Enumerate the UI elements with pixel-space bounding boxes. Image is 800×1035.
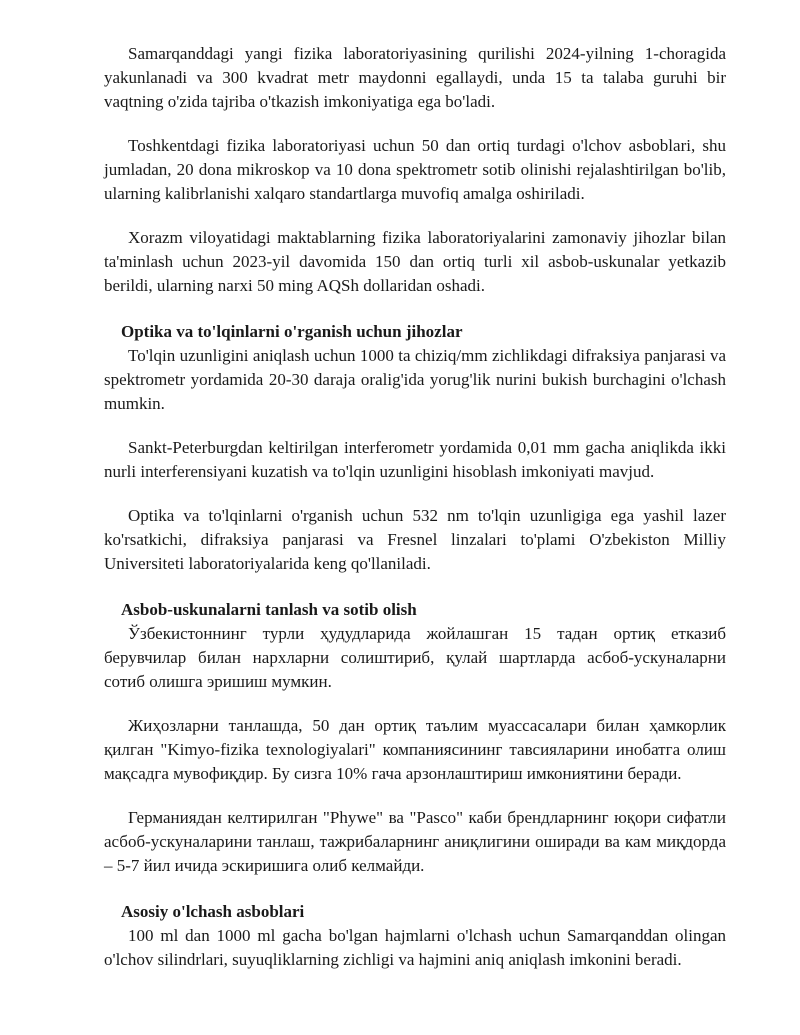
section-heading-basic: Asosiy o'lchash asboblari <box>121 902 305 921</box>
paragraph: Германиядан келтирилган "Phywe" ва "Pasco" каби брендларнинг юқори сифатли асбоб-ускуналарини танлаш, тажрибаларнинг аниқлигини оширади ва кам миқдорда – 5-7 йил ичида эскиришига олиб келмайди. <box>104 808 726 875</box>
paragraph: Sankt-Peterburgdan keltirilgan interferometr yordamida 0,01 mm gacha aniqlikda ikki nurli interferensiyani kuzatish va to'lqin uzunligini hisoblash imkoniyati mavjud. <box>104 438 726 481</box>
paragraph: Ўзбекистоннинг турли ҳудудларида жойлашган 15 тадан ортиқ етказиб берувчилар билан нархларни солиштириб, қулай шартларда асбоб-ускуналарни сотиб олишга эришиш мумкин. <box>104 624 726 691</box>
paragraph: Optika va to'lqinlarni o'rganish uchun 532 nm to'lqin uzunligiga ega yashil lazer ko'rsatkichi, difraksiya panjarasi va Fresnel linzalari to'plami O'zbekiston Milliy Universiteti laboratoriyalarida keng qo'llaniladi. <box>104 506 726 573</box>
document-page <box>104 42 726 972</box>
paragraph: Xorazm viloyatidagi maktablarning fizika laboratoriyalarini zamonaviy jihozlar bilan ta'minlash uchun 2023-yil davomida 150 dan ortiq turli xil asbob-uskunalar yetkazib berildi, ularning narxi 50 ming AQSh dollaridan oshadi. <box>104 228 726 295</box>
paragraph: 100 ml dan 1000 ml gacha bo'lgan hajmlarni o'lchash uchun Samarqanddan olingan o'lchov silindrlari, suyuqliklarning zichligi va hajmini aniq aniqlash imkonini beradi. <box>104 926 726 969</box>
paragraph: To'lqin uzunligini aniqlash uchun 1000 ta chiziq/mm zichlikdagi difraksiya panjarasi va spektrometr yordamida 20-30 daraja oralig'ida yorug'lik nurini bukish burchagini o'lchash mumkin. <box>104 346 726 413</box>
paragraph: Жиҳозларни танлашда, 50 дан ортиқ таълим муассасалари билан ҳамкорлик қилган "Kimyo-fizika texnologiyalari" компаниясининг тавсияларини инобатга олиш мақсадга мувофиқдир. Бу сизга 10% гача арзонлаштириш имкониятини беради. <box>104 716 726 783</box>
section-heading-optics: Optika va to'lqinlarni o'rganish uchun jihozlar <box>121 322 463 341</box>
section-heading-selection: Asbob-uskunalarni tanlash va sotib olish <box>121 600 417 619</box>
paragraph: Samarqanddagi yangi fizika laboratoriyasining qurilishi 2024-yilning 1-choragida yakunlanadi va 300 kvadrat metr maydonni egallaydi, unda 15 ta talaba guruhi bir vaqtning o'zida tajriba o'tkazish imkoniyatiga ega bo'ladi. <box>104 44 726 111</box>
paragraph: Toshkentdagi fizika laboratoriyasi uchun 50 dan ortiq turdagi o'lchov asboblari, shu jumladan, 20 dona mikroskop va 10 dona spektrometr sotib olinishi rejalashtirilgan bo'lib, ularning kalibrlanishi xalqaro standartlarga muvofiq amalga oshiriladi. <box>104 136 726 203</box>
